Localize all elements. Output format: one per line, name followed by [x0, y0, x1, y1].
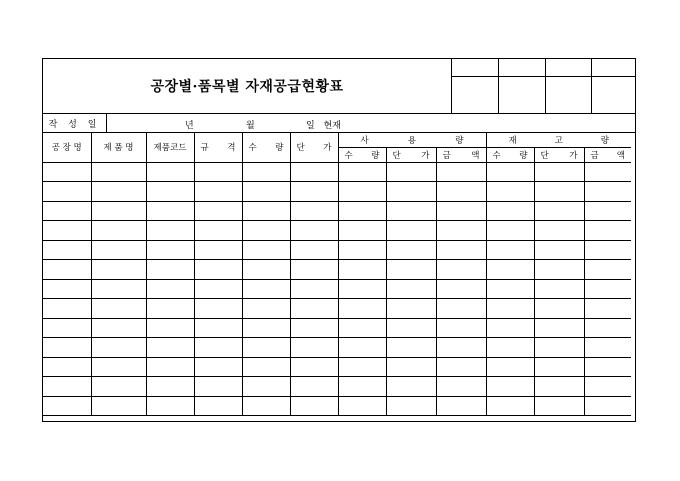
table-cell[interactable] — [386, 221, 436, 241]
table-cell[interactable] — [242, 162, 290, 182]
table-cell[interactable] — [242, 182, 290, 202]
usage-amount: 금 액 — [436, 147, 486, 162]
table-cell[interactable] — [534, 357, 584, 377]
table-cell[interactable] — [534, 318, 584, 338]
table-cell[interactable] — [290, 357, 338, 377]
table-cell[interactable] — [43, 396, 91, 416]
table-cell[interactable] — [338, 377, 386, 397]
table-cell[interactable] — [338, 318, 386, 338]
table-cell[interactable] — [43, 182, 91, 202]
table-cell[interactable] — [290, 221, 338, 241]
table-cell[interactable] — [91, 338, 146, 358]
supply-status-form — [42, 58, 636, 422]
stock-unit-price: 단 가 — [534, 147, 584, 162]
table-cell[interactable] — [194, 162, 242, 182]
table-cell[interactable] — [290, 201, 338, 221]
table-cell[interactable] — [43, 299, 91, 319]
table-cell[interactable] — [436, 221, 486, 241]
table-cell[interactable] — [486, 201, 534, 221]
table-row — [43, 221, 631, 241]
stock-quantity: 수 량 — [486, 147, 534, 162]
table-cell[interactable] — [386, 357, 436, 377]
table-cell[interactable] — [146, 357, 194, 377]
table-cell[interactable] — [43, 221, 91, 241]
table-cell[interactable] — [584, 396, 631, 416]
table-row — [43, 182, 631, 202]
table-cell[interactable] — [486, 318, 534, 338]
table-cell[interactable] — [534, 338, 584, 358]
table-cell[interactable] — [534, 182, 584, 202]
usage-quantity: 수 량 — [338, 147, 386, 162]
table-cell[interactable] — [146, 260, 194, 280]
date-month: 월 — [246, 121, 255, 131]
table-cell[interactable] — [242, 377, 290, 397]
table-cell[interactable] — [91, 240, 146, 260]
approval-box-1 — [451, 59, 498, 113]
stock-amount: 금 액 — [584, 147, 631, 162]
table-cell[interactable] — [146, 396, 194, 416]
table-row — [43, 201, 631, 221]
table-cell[interactable] — [486, 338, 534, 358]
table-cell[interactable] — [91, 182, 146, 202]
table-cell[interactable] — [290, 377, 338, 397]
col-unit-price: 단 가 — [290, 133, 338, 162]
table-cell[interactable] — [386, 201, 436, 221]
table-cell[interactable] — [43, 162, 91, 182]
table-cell[interactable] — [534, 299, 584, 319]
table-cell[interactable] — [146, 338, 194, 358]
table-cell[interactable] — [242, 221, 290, 241]
table-cell[interactable] — [242, 240, 290, 260]
table-cell[interactable] — [43, 318, 91, 338]
table-cell[interactable] — [584, 357, 631, 377]
table-cell[interactable] — [436, 162, 486, 182]
table-row — [43, 299, 631, 319]
table-cell[interactable] — [290, 318, 338, 338]
table-cell[interactable] — [194, 221, 242, 241]
date-day-status: 일 현재 — [306, 121, 341, 131]
table-cell[interactable] — [242, 318, 290, 338]
table-cell[interactable] — [146, 221, 194, 241]
table-cell[interactable] — [242, 279, 290, 299]
table-row — [43, 162, 631, 182]
table-cell[interactable] — [194, 299, 242, 319]
form-title: 공장별·품목별 자재공급현황표 — [150, 79, 344, 95]
table-cell[interactable] — [91, 162, 146, 182]
table-cell[interactable] — [338, 357, 386, 377]
table-cell[interactable] — [146, 377, 194, 397]
table-cell[interactable] — [91, 221, 146, 241]
table-cell[interactable] — [386, 240, 436, 260]
table-cell[interactable] — [338, 201, 386, 221]
table-cell[interactable] — [338, 279, 386, 299]
table-cell[interactable] — [584, 279, 631, 299]
table-cell[interactable] — [290, 260, 338, 280]
table-row — [43, 377, 631, 397]
table-cell[interactable] — [338, 260, 386, 280]
table-cell[interactable] — [584, 240, 631, 260]
table-cell[interactable] — [486, 221, 534, 241]
table-cell[interactable] — [146, 182, 194, 202]
date-row — [43, 114, 635, 133]
table-cell[interactable] — [486, 299, 534, 319]
table-cell[interactable] — [436, 377, 486, 397]
table-cell[interactable] — [584, 338, 631, 358]
table-cell[interactable] — [486, 162, 534, 182]
table-cell[interactable] — [534, 221, 584, 241]
table-cell[interactable] — [584, 377, 631, 397]
table-cell[interactable] — [338, 162, 386, 182]
approval-box-2 — [498, 59, 545, 113]
table-cell[interactable] — [43, 201, 91, 221]
table-cell[interactable] — [436, 182, 486, 202]
table-cell[interactable] — [386, 182, 436, 202]
table-cell[interactable] — [194, 357, 242, 377]
table-cell[interactable] — [534, 240, 584, 260]
table-cell[interactable] — [436, 396, 486, 416]
table-cell[interactable] — [91, 201, 146, 221]
table-cell[interactable] — [146, 240, 194, 260]
title-row — [43, 59, 635, 114]
table-cell[interactable] — [534, 201, 584, 221]
col-factory-name: 공 장 명 — [43, 133, 91, 162]
table-cell[interactable] — [486, 182, 534, 202]
table-cell[interactable] — [486, 357, 534, 377]
table-cell[interactable] — [290, 279, 338, 299]
table-cell[interactable] — [436, 260, 486, 280]
table-cell[interactable] — [486, 240, 534, 260]
group-stock: 재 고 량 — [486, 133, 631, 147]
table-cell[interactable] — [386, 338, 436, 358]
table-cell[interactable] — [338, 338, 386, 358]
table-cell[interactable] — [584, 318, 631, 338]
table-row — [43, 396, 631, 416]
table-cell[interactable] — [242, 260, 290, 280]
approval-box-4 — [591, 59, 635, 113]
usage-unit-price: 단 가 — [386, 147, 436, 162]
group-usage: 사 용 량 — [338, 133, 486, 147]
table-cell[interactable] — [290, 338, 338, 358]
table-cell[interactable] — [194, 260, 242, 280]
table-cell[interactable] — [486, 260, 534, 280]
table-cell[interactable] — [486, 396, 534, 416]
table-cell[interactable] — [242, 338, 290, 358]
table-row — [43, 260, 631, 280]
table-cell[interactable] — [584, 201, 631, 221]
table-cell[interactable] — [290, 182, 338, 202]
table-cell[interactable] — [290, 299, 338, 319]
table-cell[interactable] — [194, 377, 242, 397]
table-cell[interactable] — [91, 260, 146, 280]
table-cell[interactable] — [584, 299, 631, 319]
table-cell[interactable] — [386, 377, 436, 397]
table-cell[interactable] — [43, 357, 91, 377]
table-cell[interactable] — [91, 299, 146, 319]
table-cell[interactable] — [534, 396, 584, 416]
table-cell[interactable] — [436, 357, 486, 377]
table-cell[interactable] — [386, 318, 436, 338]
table-cell[interactable] — [338, 299, 386, 319]
table-cell[interactable] — [584, 162, 631, 182]
table-cell[interactable] — [386, 299, 436, 319]
table-cell[interactable] — [146, 279, 194, 299]
table-cell[interactable] — [91, 377, 146, 397]
table-cell[interactable] — [91, 318, 146, 338]
table-cell[interactable] — [146, 318, 194, 338]
table-cell[interactable] — [290, 396, 338, 416]
table-cell[interactable] — [534, 377, 584, 397]
table-cell[interactable] — [436, 318, 486, 338]
table-row — [43, 240, 631, 260]
table-cell[interactable] — [386, 260, 436, 280]
table-cell[interactable] — [43, 338, 91, 358]
col-product-code: 제품코드 — [146, 133, 194, 162]
table-cell[interactable] — [584, 182, 631, 202]
table-cell[interactable] — [290, 240, 338, 260]
table-cell[interactable] — [436, 279, 486, 299]
table-cell[interactable] — [436, 338, 486, 358]
table-cell[interactable] — [194, 318, 242, 338]
date-label: 작 성 일 — [43, 114, 107, 132]
col-spec: 규 격 — [194, 133, 242, 162]
table-cell[interactable] — [242, 299, 290, 319]
table-cell[interactable] — [534, 162, 584, 182]
table-cell[interactable] — [194, 279, 242, 299]
table-cell[interactable] — [534, 260, 584, 280]
table-cell[interactable] — [43, 377, 91, 397]
col-quantity: 수 량 — [242, 133, 290, 162]
table-cell[interactable] — [91, 396, 146, 416]
table-cell[interactable] — [43, 240, 91, 260]
table-row — [43, 279, 631, 299]
supply-table — [43, 133, 631, 416]
table-cell[interactable] — [386, 162, 436, 182]
date-year: 년 — [185, 121, 194, 131]
table-cell[interactable] — [146, 162, 194, 182]
approval-box-3 — [545, 59, 591, 113]
table-cell[interactable] — [91, 279, 146, 299]
table-cell[interactable] — [146, 201, 194, 221]
table-cell[interactable] — [146, 299, 194, 319]
table-cell[interactable] — [43, 279, 91, 299]
table-cell[interactable] — [194, 201, 242, 221]
table-cell[interactable] — [242, 357, 290, 377]
table-cell[interactable] — [436, 299, 486, 319]
table-cell[interactable] — [436, 201, 486, 221]
table-cell[interactable] — [290, 162, 338, 182]
table-cell[interactable] — [534, 279, 584, 299]
table-cell[interactable] — [43, 260, 91, 280]
table-cell[interactable] — [194, 182, 242, 202]
table-cell[interactable] — [386, 396, 436, 416]
table-cell[interactable] — [386, 279, 436, 299]
table-cell[interactable] — [242, 201, 290, 221]
table-cell[interactable] — [194, 338, 242, 358]
table-cell[interactable] — [338, 240, 386, 260]
table-cell[interactable] — [194, 240, 242, 260]
table-cell[interactable] — [338, 221, 386, 241]
table-cell[interactable] — [584, 221, 631, 241]
table-cell[interactable] — [194, 396, 242, 416]
table-cell[interactable] — [338, 396, 386, 416]
table-cell[interactable] — [91, 357, 146, 377]
table-cell[interactable] — [338, 182, 386, 202]
table-cell[interactable] — [486, 279, 534, 299]
table-row — [43, 338, 631, 358]
table-cell[interactable] — [486, 377, 534, 397]
table-cell[interactable] — [242, 396, 290, 416]
table-row — [43, 357, 631, 377]
table-cell[interactable] — [584, 260, 631, 280]
table-cell[interactable] — [436, 240, 486, 260]
col-product-name: 제 품 명 — [91, 133, 146, 162]
table-row — [43, 318, 631, 338]
